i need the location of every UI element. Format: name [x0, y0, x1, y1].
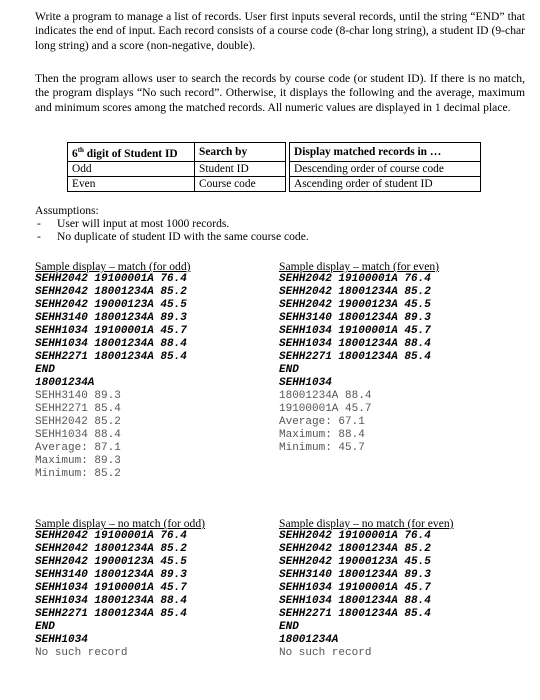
output-line: Average: 87.1 — [35, 442, 121, 454]
input-line: SEHH1034 — [35, 634, 88, 646]
input-line: SEHH1034 19100001A 45.7 — [35, 582, 187, 594]
input-line: SEHH1034 18001234A 88.4 — [35, 595, 187, 607]
sample-match-even — [279, 260, 499, 455]
input-line: END — [35, 364, 55, 376]
output-line: SEHH2271 85.4 — [35, 403, 121, 415]
input-line: SEHH2042 19100001A 76.4 — [35, 530, 187, 542]
assumption-item: - No duplicate of student ID with the same course code. — [35, 230, 309, 243]
output-line: 18001234A 88.4 — [279, 390, 372, 402]
output-line: Average: 67.1 — [279, 416, 365, 428]
table-cell: Odd — [68, 161, 195, 176]
search-rules-table — [67, 142, 481, 192]
input-line: SEHH2042 19000123A 45.5 — [279, 299, 431, 311]
input-line: SEHH1034 19100001A 45.7 — [279, 325, 431, 337]
input-line: SEHH2042 18001234A 85.2 — [279, 286, 431, 298]
table-cell: Ascending order of student ID — [290, 176, 481, 191]
input-line: SEHH2271 18001234A 85.4 — [279, 608, 431, 620]
table-row — [68, 161, 481, 176]
input-line: END — [35, 621, 55, 633]
input-line: SEHH3140 18001234A 89.3 — [35, 312, 187, 324]
input-line: SEHH3140 18001234A 89.3 — [279, 312, 431, 324]
output-line: SEHH1034 88.4 — [35, 429, 121, 441]
input-line: SEHH2042 19100001A 76.4 — [279, 273, 431, 285]
intro-paragraph: Write a program to manage a list of records. User first inputs several records, until the string “END” that indicates the end of input. Each record consists of a course code (8-char long string), a student ID (9-char long string) and a score (non-negative, double). — [35, 10, 525, 52]
table-cell: Student ID — [195, 161, 286, 176]
sample-match-odd — [35, 260, 255, 481]
input-line: END — [279, 364, 299, 376]
input-line: SEHH2042 19100001A 76.4 — [279, 530, 431, 542]
table-cell: Descending order of course code — [290, 161, 481, 176]
sample-title: Sample display – no match (for even) — [279, 517, 454, 530]
table-header-display: Display matched records in … — [290, 143, 481, 162]
input-line: SEHH2271 18001234A 85.4 — [279, 351, 431, 363]
assumptions-title: Assumptions: — [35, 204, 99, 217]
input-line: SEHH2271 18001234A 85.4 — [35, 351, 187, 363]
input-line: END — [279, 621, 299, 633]
search-paragraph: Then the program allows user to search the records by course code (or student ID). If there is no match, the program displays “No such record”. Otherwise, it displays the following and the average, maximum and minimum scores among the matched records. All numeric values are displayed in 1 decimal place. — [35, 72, 525, 114]
input-line: SEHH1034 19100001A 45.7 — [279, 582, 431, 594]
assumption-item: - User will input at most 1000 records. — [35, 217, 309, 230]
sample-nomatch-even — [279, 517, 499, 660]
input-line: SEHH1034 18001234A 88.4 — [35, 338, 187, 350]
output-line: No such record — [35, 647, 128, 659]
table-header-digit: 6th digit of Student ID — [68, 143, 195, 162]
input-line: SEHH2271 18001234A 85.4 — [35, 608, 187, 620]
sample-nomatch-odd — [35, 517, 255, 660]
input-line: SEHH2042 18001234A 85.2 — [279, 543, 431, 555]
output-line: Minimum: 85.2 — [35, 468, 121, 480]
input-line: SEHH1034 — [279, 377, 332, 389]
table-cell: Even — [68, 176, 195, 191]
input-line: SEHH2042 18001234A 85.2 — [35, 286, 187, 298]
table-header-row — [68, 143, 481, 162]
input-line: SEHH2042 19000123A 45.5 — [35, 556, 187, 568]
input-line: SEHH1034 18001234A 88.4 — [279, 595, 431, 607]
input-line: 18001234A — [35, 377, 95, 389]
output-line: SEHH3140 89.3 — [35, 390, 121, 402]
input-line: SEHH2042 19100001A 76.4 — [35, 273, 187, 285]
assumptions-list — [35, 217, 309, 243]
input-line: SEHH2042 18001234A 85.2 — [35, 543, 187, 555]
output-line: 19100001A 45.7 — [279, 403, 372, 415]
input-line: SEHH1034 19100001A 45.7 — [35, 325, 187, 337]
output-line: Maximum: 88.4 — [279, 429, 365, 441]
input-line: SEHH2042 19000123A 45.5 — [279, 556, 431, 568]
input-line: SEHH2042 19000123A 45.5 — [35, 299, 187, 311]
output-line: No such record — [279, 647, 372, 659]
output-line: Maximum: 89.3 — [35, 455, 121, 467]
sample-title: Sample display – no match (for odd) — [35, 517, 206, 530]
output-line: Minimum: 45.7 — [279, 442, 365, 454]
output-line: SEHH2042 85.2 — [35, 416, 121, 428]
input-line: SEHH3140 18001234A 89.3 — [279, 569, 431, 581]
table-row — [68, 176, 481, 191]
assumptions-section — [35, 204, 309, 243]
sample-title: Sample display – match (for odd) — [35, 260, 191, 273]
table-cell: Course code — [195, 176, 286, 191]
input-line: 18001234A — [279, 634, 339, 646]
sample-title: Sample display – match (for even) — [279, 260, 440, 273]
input-line: SEHH3140 18001234A 89.3 — [35, 569, 187, 581]
input-line: SEHH1034 18001234A 88.4 — [279, 338, 431, 350]
table-header-search-by: Search by — [195, 143, 286, 162]
